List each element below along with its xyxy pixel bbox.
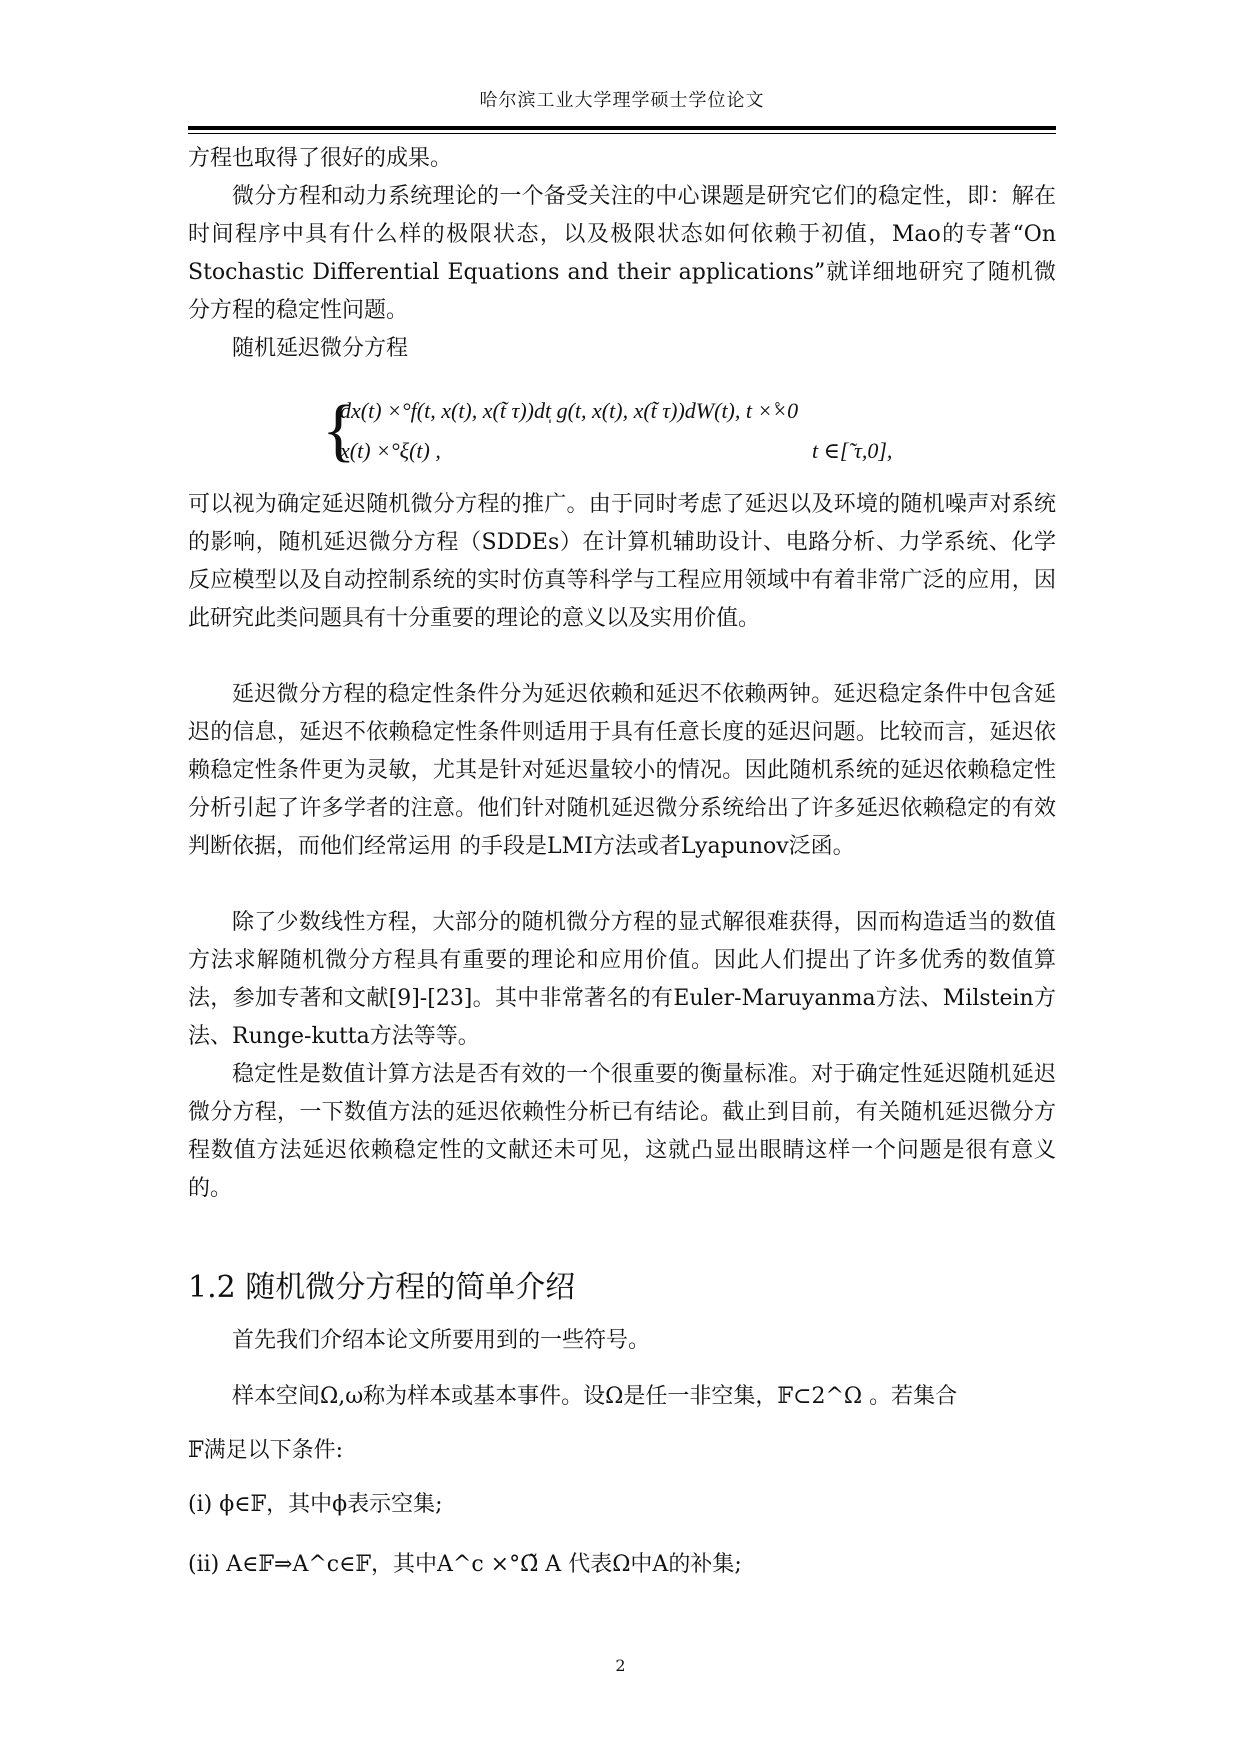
header-rule-thick <box>188 126 1056 130</box>
paragraph-10: 𝔽满足以下条件: <box>188 1438 344 1463</box>
equation-line-2-right: t ∈[̃ τ,0], <box>812 438 893 463</box>
equation-line-1: dx(t) ×°f(t, x(t), x(t̃ τ))dt̩ g(t, x(t), x(t̃ τ))dW(t), t ×̊×0 <box>340 398 799 423</box>
paragraph-8: 首先我们介绍本论文所要用到的一些符号。 <box>232 1328 651 1353</box>
section-heading: 1.2 随机微分方程的简单介绍 <box>188 1270 576 1305</box>
page-number: 2 <box>615 1656 626 1675</box>
paragraph-4: 可以视为确定延迟随机微分方程的推广。由于同时考虑了延迟以及环境的随机噪声对系统的影响，随机延迟微分方程（SDDEs）在计算机辅助设计、电路分析、力学系统、化学反应模型以及自动控制系统的实时仿真等科学与工程应用领域中有着非常广泛的应用，因此研究此类问题具有十分重要的理论的意义以及实用价值。 <box>188 492 1056 631</box>
running-header: 哈尔滨工业大学理学硕士学位论文 <box>479 90 765 111</box>
paragraph-2: 微分方程和动力系统理论的一个备受关注的中心课题是研究它们的稳定性，即：解在时间程序中具有什么样的极限状态，以及极限状态如何依赖于初值，Mao的专著“On Stochastic Differential Equations and their applications”就详细地研究了随机微分方程的稳定性问题。 <box>188 184 1056 323</box>
equation-line-2-left: x(t) ×°ξ(t) , <box>340 438 441 463</box>
paragraph-1: 方程也取得了很好的成果。 <box>188 146 453 171</box>
paragraph-11: (i) ϕ∈𝔽，其中ϕ表示空集; <box>188 1492 443 1517</box>
header-rule-thin <box>188 133 1056 134</box>
paragraph-3: 随机延迟微分方程 <box>232 336 409 361</box>
paragraph-12: (ii) A∈𝔽⇒A^c∈𝔽，其中A^c ×°Ω̃ A 代表Ω中A的补集; <box>188 1552 742 1577</box>
paragraph-6: 除了少数线性方程，大部分的随机微分方程的显式解很难获得，因而构造适当的数值方法求解随机微分方程具有重要的理论和应用价值。因此人们提出了许多优秀的数值算法，参加专著和文献[9]-[23]。其中非常著名的有Euler-Maruyanma方法、Milstein方法、Runge-kutta方法等等。 <box>188 910 1056 1049</box>
paragraph-7: 稳定性是数值计算方法是否有效的一个很重要的衡量标准。对于确定性延迟随机延迟微分方程，一下数值方法的延迟依赖性分析已有结论。截止到目前，有关随机延迟微分方程数值方法延迟依赖稳定性的文献还未可见，这就凸显出眼睛这样一个问题是很有意义的。 <box>188 1062 1056 1201</box>
paragraph-5: 延迟微分方程的稳定性条件分为延迟依赖和延迟不依赖两钟。延迟稳定条件中包含延迟的信息，延迟不依赖稳定性条件则适用于具有任意长度的延迟问题。比较而言，延迟依赖稳定性条件更为灵敏，尤其是针对延迟量较小的情况。因此随机系统的延迟依赖稳定性分析引起了许多学者的注意。他们针对随机延迟微分系统给出了许多延迟依赖稳定的有效判断依据，而他们经常运用 的手段是LMI方法或者Lyapunov泛函。 <box>188 682 1056 859</box>
equation-brace: { <box>322 392 356 469</box>
paragraph-9: 样本空间Ω,ω称为样本或基本事件。设Ω是任一非空集，𝔽⊂2^Ω 。若集合 <box>232 1384 958 1409</box>
